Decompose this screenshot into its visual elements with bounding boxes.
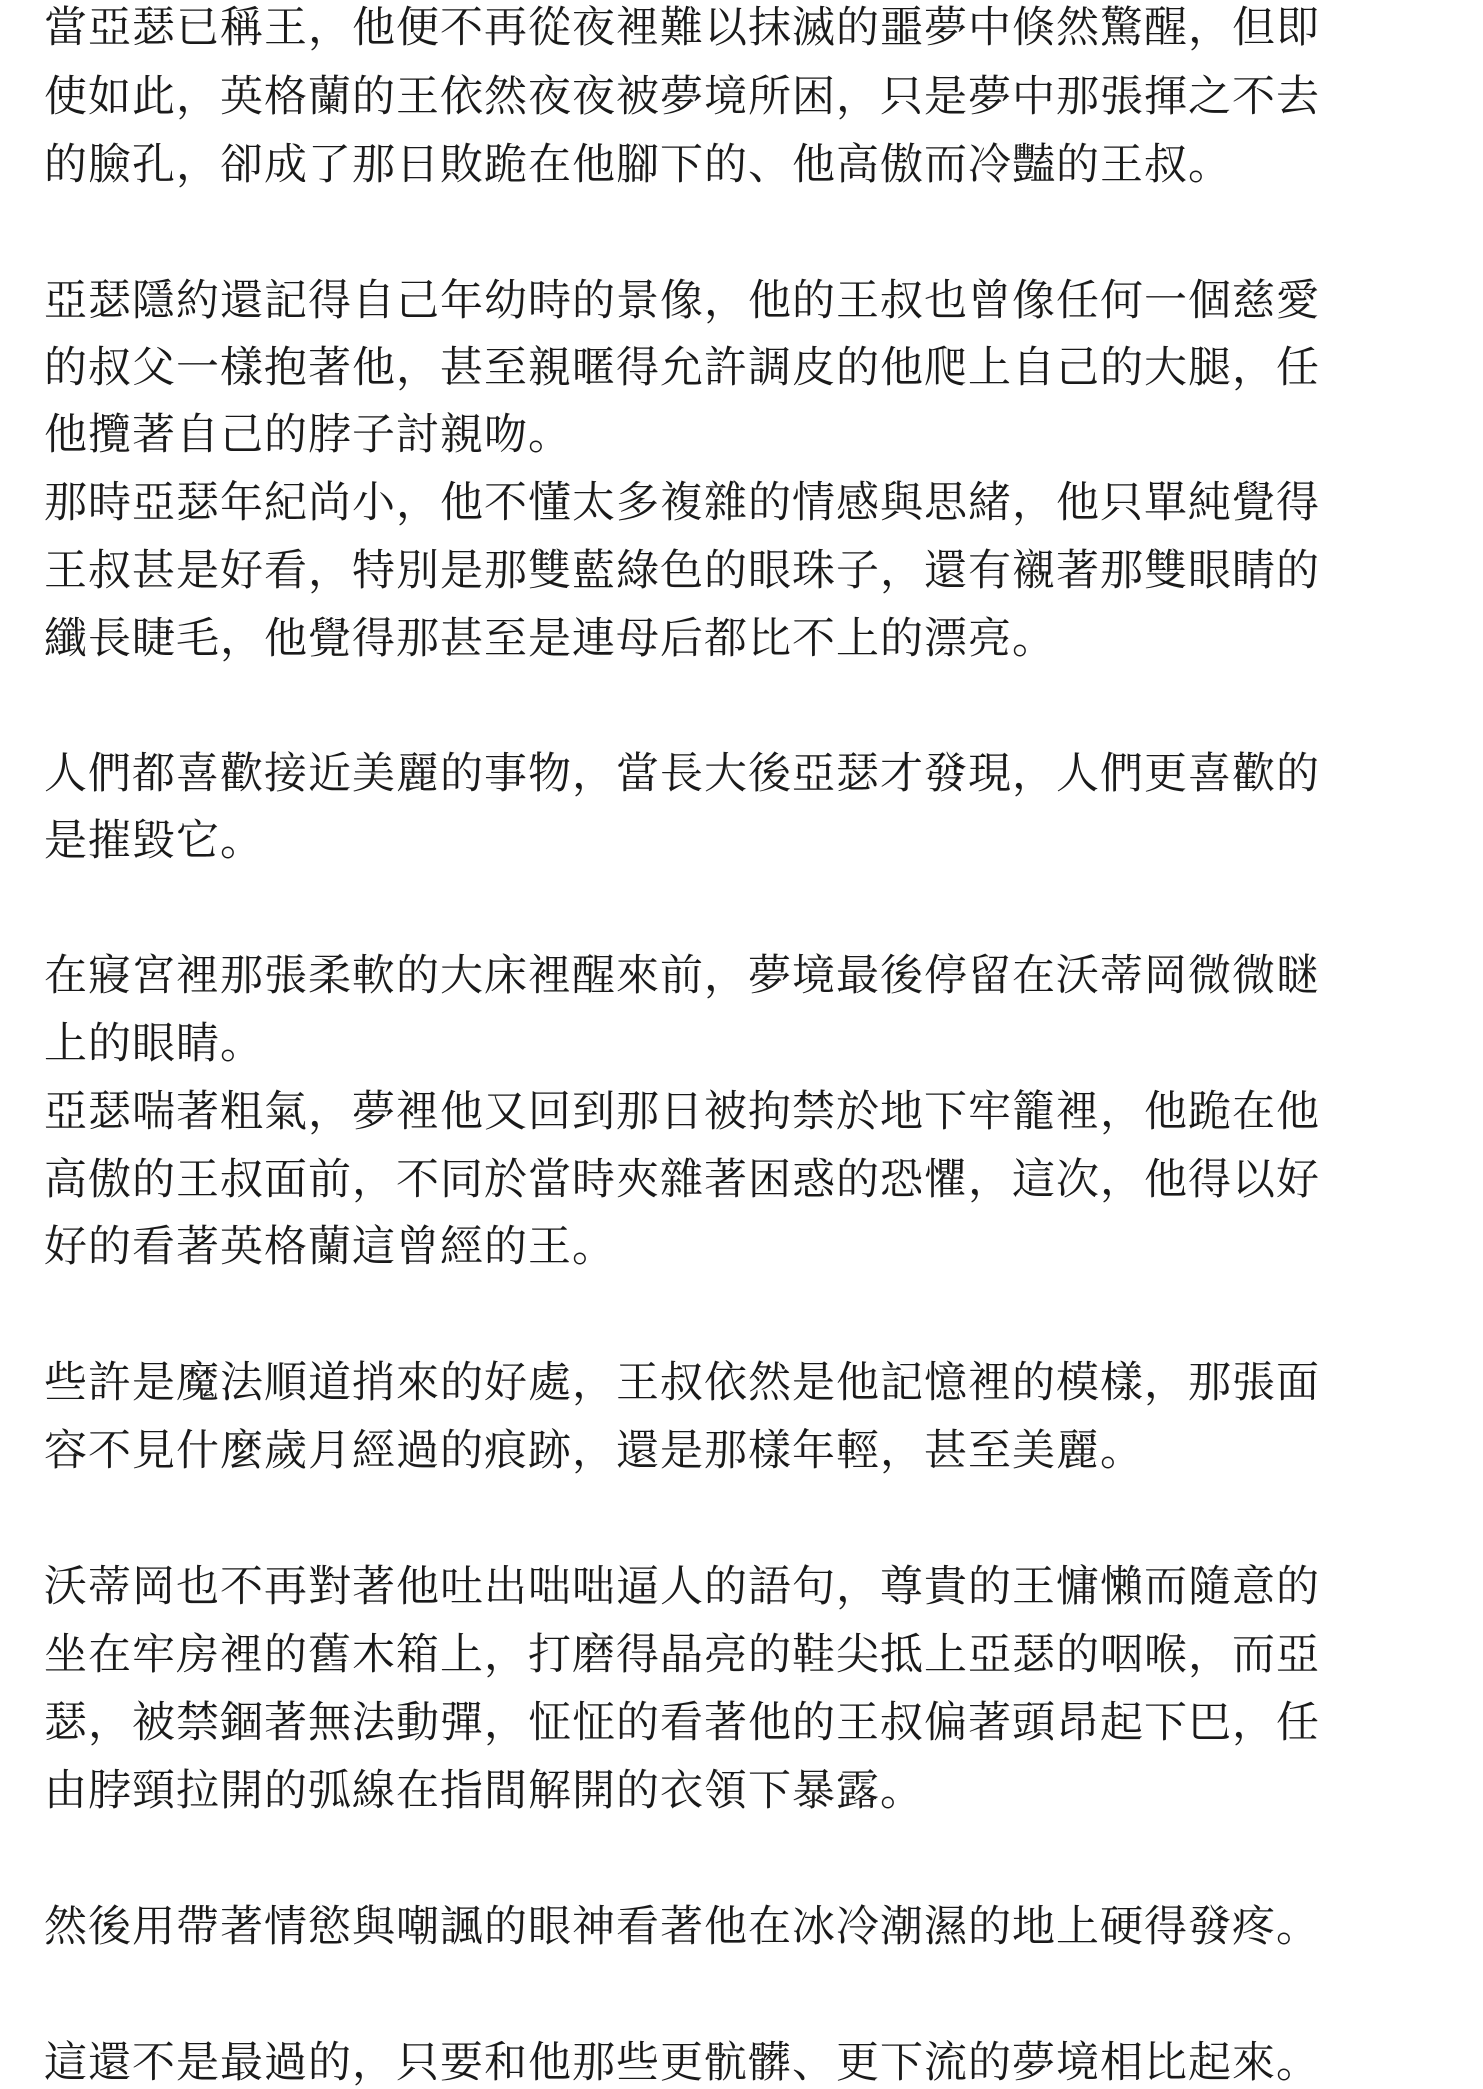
text-line: 這還不是最過的，只要和他那些更骯髒、更下流的夢境相比起來。: [44, 2038, 1320, 2088]
text-line: 好的看著英格蘭這曾經的王。: [44, 1222, 616, 1272]
text-line: 王叔甚是好看，特別是那雙藍綠色的眼珠子，還有襯著那雙眼睛的: [44, 546, 1320, 596]
text-line: 亞瑟喘著粗氣，夢裡他又回到那日被拘禁於地下牢籠裡，他跪在他: [44, 1087, 1320, 1137]
text-line: 是摧毀它。: [44, 816, 264, 866]
text-line: 沃蒂岡也不再對著他吐出咄咄逼人的語句，尊貴的王慵懶而隨意的: [44, 1562, 1320, 1612]
text-line: 那時亞瑟年紀尚小，他不懂太多複雜的情感與思緒，他只單純覺得: [44, 478, 1320, 528]
text-line: 他攬著自己的脖子討親吻。: [44, 410, 572, 460]
text-line: 些許是魔法順道捎來的好處，王叔依然是他記憶裡的模樣，那張面: [44, 1358, 1320, 1408]
text-line: 上的眼睛。: [44, 1019, 264, 1069]
text-line: 使如此，英格蘭的王依然夜夜被夢境所困，只是夢中那張揮之不去: [44, 72, 1320, 122]
text-line: 的臉孔，卻成了那日敗跪在他腳下的、他高傲而冷豔的王叔。: [44, 140, 1232, 190]
text-line: 坐在牢房裡的舊木箱上，打磨得晶亮的鞋尖抵上亞瑟的咽喉，而亞: [44, 1630, 1320, 1680]
text-line: 瑟，被禁錮著無法動彈，怔怔的看著他的王叔偏著頭昂起下巴，任: [44, 1698, 1320, 1748]
text-line: 的叔父一樣抱著他，甚至親暱得允許調皮的他爬上自己的大腿，任: [44, 343, 1320, 393]
text-line: 亞瑟隱約還記得自己年幼時的景像，他的王叔也曾像任何一個慈愛: [44, 276, 1320, 326]
text-line: 人們都喜歡接近美麗的事物，當長大後亞瑟才發現，人們更喜歡的: [44, 749, 1320, 799]
text-line: 當亞瑟已稱王，他便不再從夜裡難以抹滅的噩夢中倏然驚醒，但即: [44, 3, 1320, 53]
text-line: 在寢宮裡那張柔軟的大床裡醒來前，夢境最後停留在沃蒂岡微微瞇: [44, 951, 1320, 1001]
text-line: 纖長睫毛，他覺得那甚至是連母后都比不上的漂亮。: [44, 614, 1056, 664]
text-line: 然後用帶著情慾與嘲諷的眼神看著他在冰冷潮濕的地上硬得發疼。: [44, 1902, 1320, 1952]
text-line: 高傲的王叔面前，不同於當時夾雜著困惑的恐懼，這次，他得以好: [44, 1155, 1320, 1205]
text-line: 由脖頸拉開的弧線在指間解開的衣領下暴露。: [44, 1766, 924, 1816]
text-line: 容不見什麼歲月經過的痕跡，還是那樣年輕，甚至美麗。: [44, 1426, 1144, 1476]
